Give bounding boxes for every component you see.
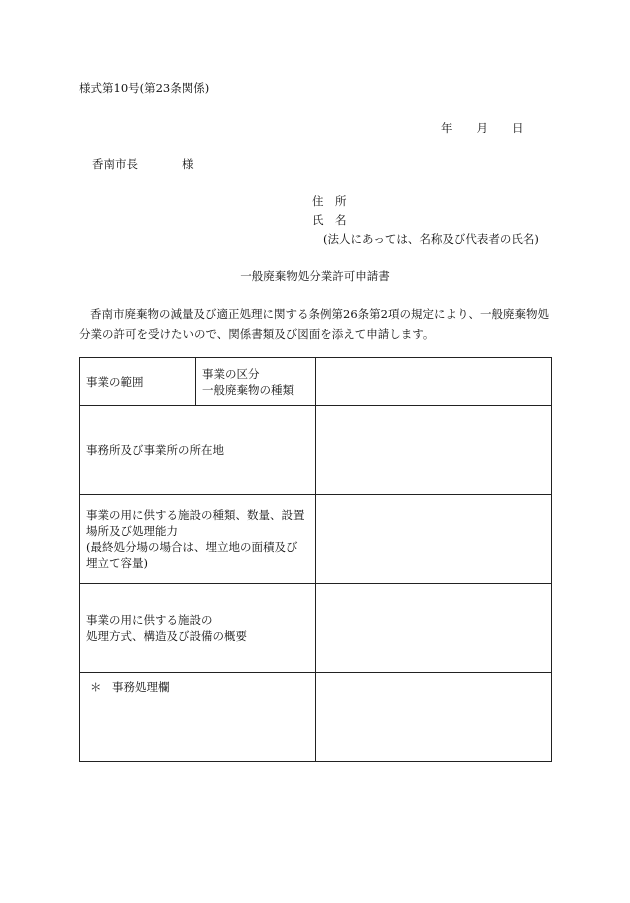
office-location-label: 事務所及び事業所の所在地	[80, 406, 316, 495]
table-row	[80, 406, 552, 495]
office-processing-text: 事務処理欄	[112, 680, 170, 694]
waste-type-line: 一般廃棄物の種類	[202, 382, 294, 397]
facility-info-line: 埋立て容量)	[86, 556, 148, 570]
form-number: 様式第10号(第23条関係)	[79, 81, 210, 95]
application-table	[79, 357, 552, 762]
document-title: 一般廃棄物処分業許可申請書	[240, 269, 390, 283]
applicant-address-label: 住 所	[312, 194, 347, 208]
addressee-name: 香南市長	[92, 157, 138, 171]
facility-info-line: 事業の用に供する施設の種類、数量、設置	[86, 508, 305, 522]
date-year-label: 年	[441, 121, 453, 135]
addressee	[92, 156, 194, 172]
office-processing-label	[80, 673, 316, 762]
business-scope-value[interactable]	[316, 358, 552, 406]
processing-method-line: 処理方式、構造及び設備の概要	[86, 629, 247, 643]
addressee-honorific: 様	[182, 157, 194, 171]
applicant-name-label: 氏 名	[312, 213, 347, 227]
processing-method-label	[80, 584, 316, 673]
business-category-line: 事業の区分	[202, 366, 260, 381]
table-row	[80, 673, 552, 762]
business-category-label	[196, 358, 316, 406]
processing-method-line: 事業の用に供する施設の	[86, 613, 213, 627]
asterisk-mark: ＊	[90, 680, 102, 694]
table-row	[80, 358, 552, 406]
business-scope-label: 事業の範囲	[80, 358, 196, 406]
facility-info-line: 場所及び処理能力	[86, 524, 178, 538]
facility-info-line: (最終処分場の場合は、埋立地の面積及び	[86, 540, 298, 554]
applicant-note: (法人にあっては、名称及び代表者の氏名)	[323, 232, 539, 246]
facility-info-label	[80, 495, 316, 584]
office-location-value[interactable]	[316, 406, 552, 495]
table-row	[80, 584, 552, 673]
date-day-label: 日	[512, 121, 524, 135]
body-paragraph: 香南市廃棄物の減量及び適正処理に関する条例第26条第2項の規定により、一般廃棄物処分業の許可を受けたいので、関係書類及び図面を添えて申請します。	[79, 307, 549, 341]
facility-info-value[interactable]	[316, 495, 552, 584]
processing-method-value[interactable]	[316, 584, 552, 673]
date-month-label: 月	[476, 121, 488, 135]
office-processing-value[interactable]	[316, 673, 552, 762]
date-line	[441, 120, 524, 136]
table-row	[80, 495, 552, 584]
